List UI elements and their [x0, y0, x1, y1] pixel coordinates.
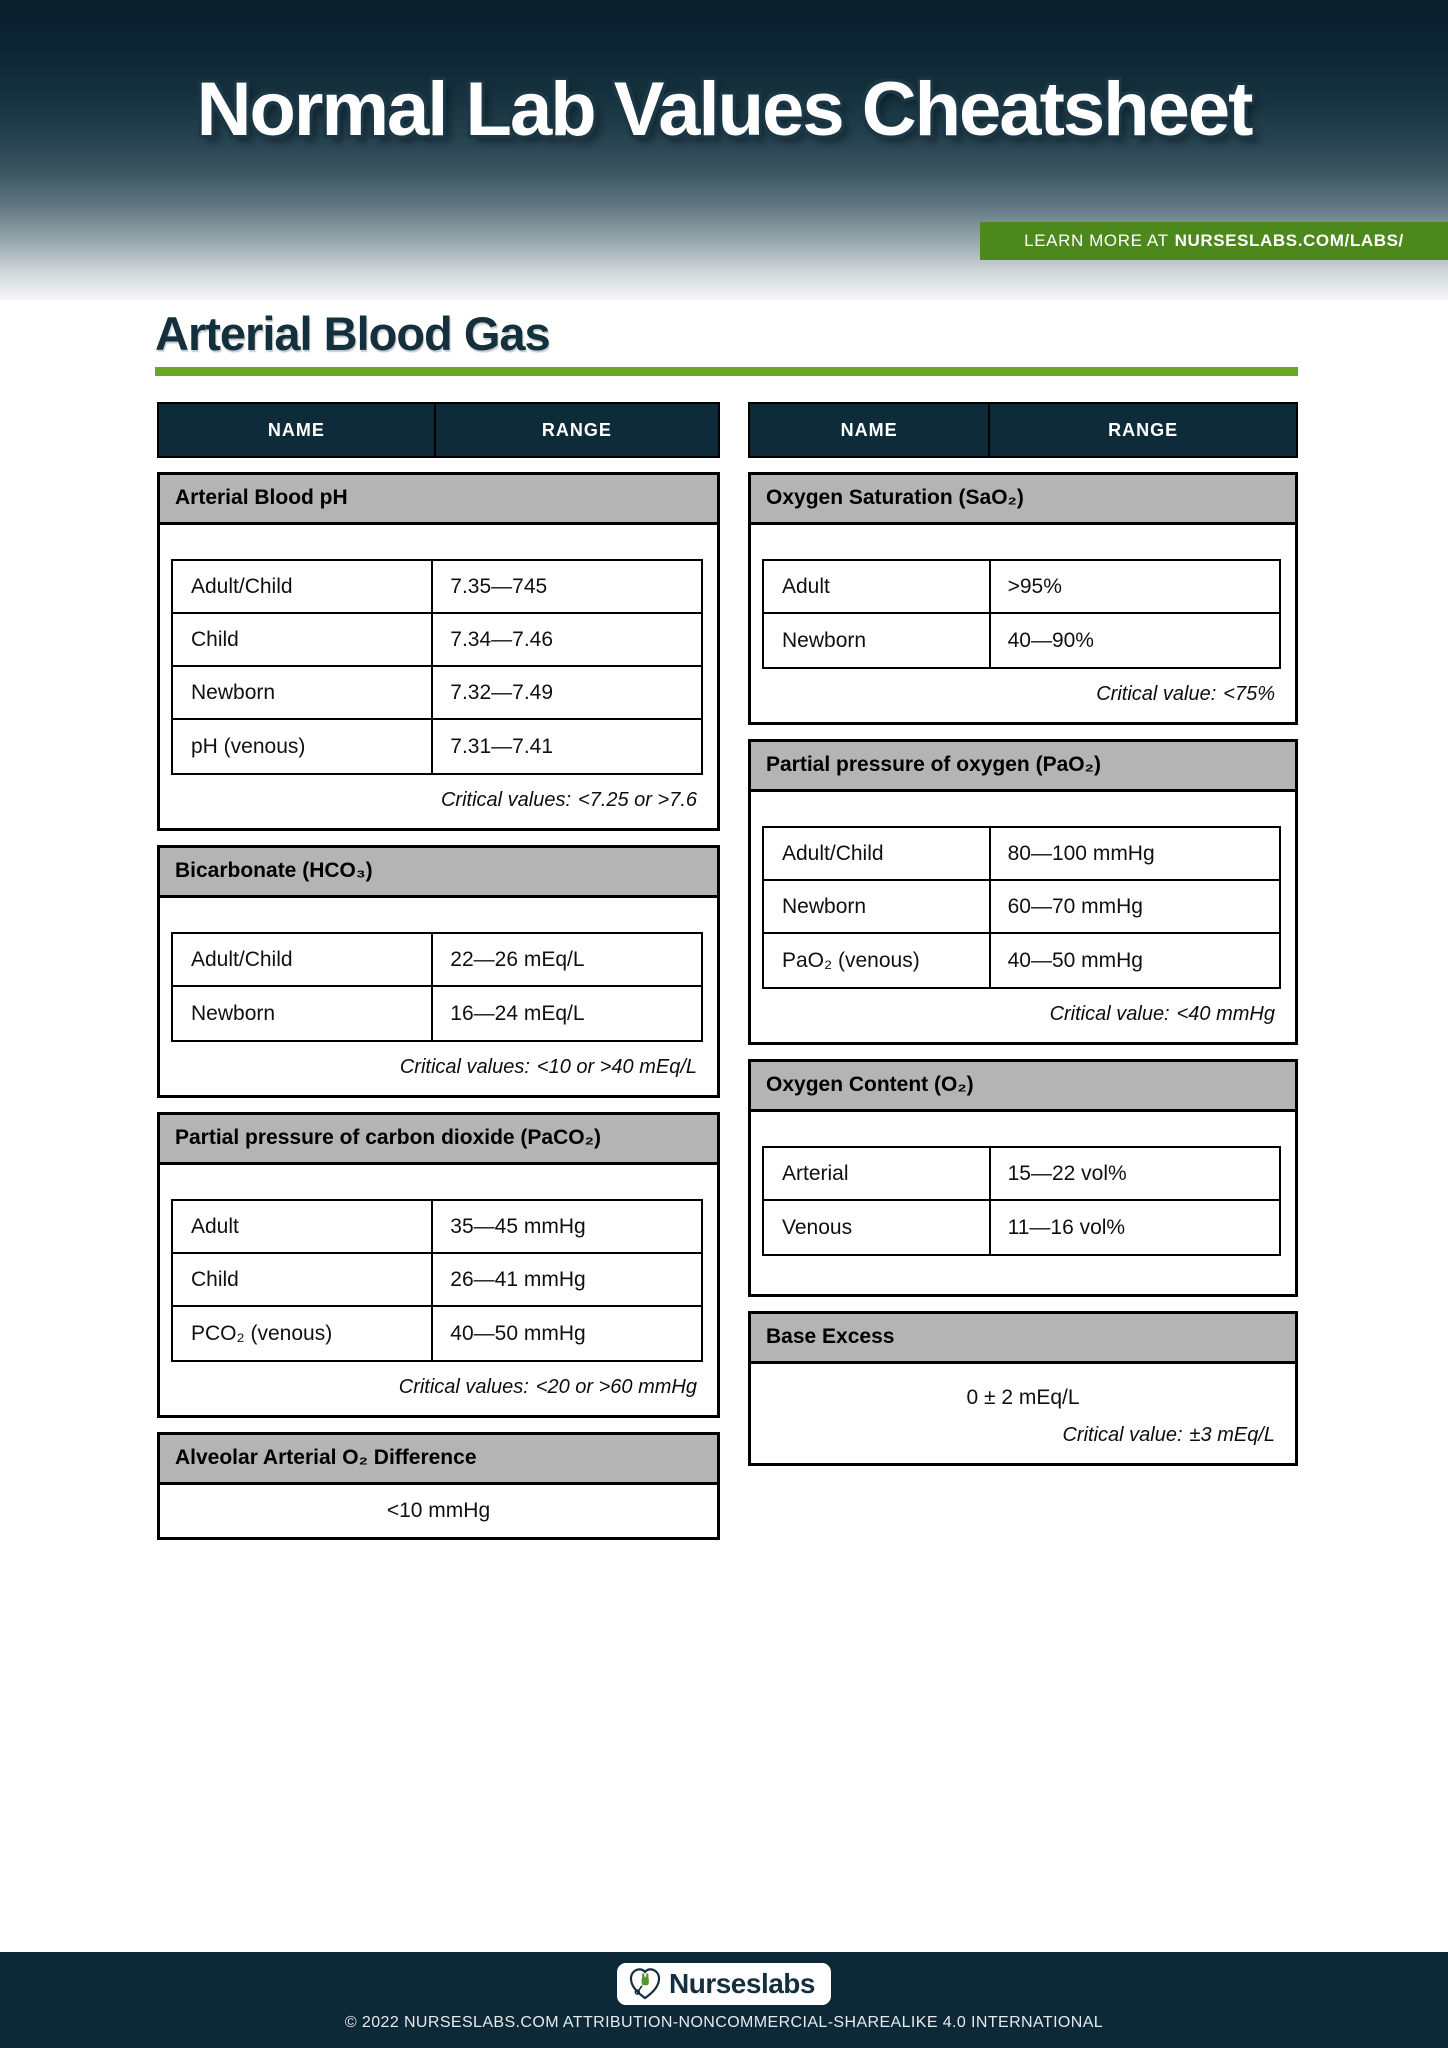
critical-values-line	[762, 669, 1281, 706]
card-base-excess	[748, 1311, 1298, 1466]
row-name: Adult/Child	[764, 828, 991, 879]
learn-more-banner	[980, 222, 1448, 260]
left-header-range: RANGE	[541, 419, 612, 440]
table-row	[173, 1307, 701, 1360]
left-table-header	[157, 402, 720, 458]
card-pao2	[748, 739, 1298, 1045]
table-row	[764, 934, 1279, 987]
row-range: 35—45 mmHg	[450, 1214, 586, 1238]
card-title: Partial pressure of carbon dioxide (PaCO₂)	[160, 1115, 717, 1165]
critical-values-line	[171, 775, 703, 812]
row-name: Newborn	[173, 987, 433, 1040]
heart-stethoscope-icon	[628, 1967, 662, 2001]
nurseslabs-logo	[617, 1963, 831, 2005]
left-column	[157, 402, 720, 1554]
green-underline	[155, 367, 1298, 376]
row-range: 26—41 mmHg	[450, 1267, 586, 1291]
row-range: 60—70 mmHg	[1007, 894, 1143, 918]
row-name: Newborn	[764, 881, 991, 932]
row-name: Child	[173, 614, 433, 665]
card-title: Arterial Blood pH	[160, 475, 717, 525]
critical-values-line	[171, 1362, 703, 1399]
copyright-line: © 2022 NURSESLABS.COM ATTRIBUTION-NONCOMMERCIAL-SHAREALIKE 4.0 INTERNATIONAL	[344, 2014, 1104, 2031]
page-title: Normal Lab Values Cheatsheet	[196, 67, 1252, 152]
logo-wordmark: Nurseslabs	[669, 1968, 815, 1999]
critical-label: Critical values:	[399, 1056, 530, 1078]
table-row	[764, 1201, 1279, 1254]
hero-header	[0, 0, 1448, 300]
table-row	[173, 667, 701, 720]
row-range: 7.35—745	[450, 574, 548, 598]
critical-label: Critical value:	[1096, 683, 1217, 705]
row-name: Child	[173, 1254, 433, 1305]
table-row	[173, 987, 701, 1040]
card-paco2	[157, 1112, 720, 1418]
card-body	[751, 792, 1295, 1042]
table-row	[173, 934, 701, 987]
critical-values-line	[171, 1042, 703, 1079]
card-body	[160, 525, 717, 828]
values-table	[171, 559, 703, 775]
critical-label: Critical values:	[440, 789, 572, 811]
card-body	[160, 898, 717, 1095]
banner-prefix: LEARN MORE AT	[1024, 231, 1169, 250]
section-title: Arterial Blood Gas	[155, 307, 550, 360]
row-name: Arterial	[764, 1148, 991, 1199]
single-value: <10 mmHg	[386, 1499, 491, 1522]
right-header-range: RANGE	[1108, 419, 1179, 440]
right-column	[748, 402, 1298, 1554]
card-title: Partial pressure of oxygen (PaO₂)	[751, 742, 1295, 792]
card-body	[160, 1165, 717, 1415]
card-title: Alveolar Arterial O₂ Difference	[160, 1435, 717, 1485]
table-row	[173, 1254, 701, 1307]
critical-values-line	[762, 989, 1281, 1026]
table-row	[764, 561, 1279, 614]
section-heading-wrap	[155, 306, 1298, 376]
row-name: Newborn	[173, 667, 433, 718]
card-title: Base Excess	[751, 1314, 1295, 1364]
tables-area	[157, 402, 1448, 1554]
card-body	[751, 1364, 1295, 1463]
values-table	[762, 826, 1281, 989]
row-name: pH (venous)	[173, 720, 433, 773]
table-row	[173, 614, 701, 667]
row-name: Adult	[764, 561, 991, 612]
table-row	[173, 720, 701, 773]
left-header-name: NAME	[159, 404, 436, 456]
row-range: 80—100 mmHg	[1007, 841, 1155, 865]
row-range: 16—24 mEq/L	[450, 1001, 585, 1025]
banner-url: NURSESLABS.COM/LABS/	[1174, 231, 1404, 250]
critical-value: <20 or >60 mmHg	[535, 1376, 697, 1398]
table-row	[764, 828, 1279, 881]
critical-value: <75%	[1223, 683, 1275, 705]
card-title: Bicarbonate (HCO₃)	[160, 848, 717, 898]
row-name: PaO₂ (venous)	[764, 934, 991, 987]
values-table	[171, 932, 703, 1042]
card-oxygen-content	[748, 1059, 1298, 1297]
critical-label: Critical value:	[1062, 1424, 1183, 1446]
row-name: Venous	[764, 1201, 991, 1254]
critical-label: Critical value:	[1049, 1003, 1170, 1025]
right-header-name: NAME	[750, 404, 990, 456]
critical-value: <10 or >40 mEq/L	[536, 1056, 697, 1078]
row-range: 7.32—7.49	[450, 680, 554, 704]
critical-value: ±3 mEq/L	[1189, 1424, 1275, 1446]
row-range: 22—26 mEq/L	[450, 947, 585, 971]
row-range: >95%	[1007, 574, 1062, 598]
values-table	[762, 559, 1281, 669]
card-oxygen-saturation	[748, 472, 1298, 725]
row-range: 11—16 vol%	[1007, 1215, 1126, 1239]
table-row	[764, 614, 1279, 667]
base-excess-value: 0 ± 2 mEq/L	[966, 1386, 1080, 1409]
table-row	[764, 881, 1279, 934]
critical-label: Critical values:	[398, 1376, 529, 1398]
table-row	[173, 561, 701, 614]
card-alveolar-arterial-o2	[157, 1432, 720, 1540]
row-range: 40—50 mmHg	[1007, 948, 1143, 972]
values-table	[171, 1199, 703, 1362]
card-arterial-blood-ph	[157, 472, 720, 831]
critical-values-line	[765, 1410, 1281, 1447]
row-name: Newborn	[764, 614, 991, 667]
row-name: Adult/Child	[173, 561, 433, 612]
row-name: PCO₂ (venous)	[173, 1307, 433, 1360]
row-name: Adult/Child	[173, 934, 433, 985]
card-body	[751, 1112, 1295, 1294]
critical-value: <7.25 or >7.6	[578, 789, 697, 811]
right-table-header	[748, 402, 1298, 458]
critical-value: <40 mmHg	[1176, 1003, 1275, 1025]
card-title: Oxygen Saturation (SaO₂)	[751, 475, 1295, 525]
values-table	[762, 1146, 1281, 1256]
card-title: Oxygen Content (O₂)	[751, 1062, 1295, 1112]
table-row	[764, 1148, 1279, 1201]
footer	[0, 1952, 1448, 2048]
row-name: Adult	[173, 1201, 433, 1252]
row-range: 7.31—7.41	[450, 734, 554, 758]
table-row	[173, 1201, 701, 1254]
row-range: 7.34—7.46	[450, 627, 554, 651]
card-body	[751, 525, 1295, 722]
row-range: 40—50 mmHg	[450, 1321, 586, 1345]
card-bicarbonate	[157, 845, 720, 1098]
row-range: 15—22 vol%	[1007, 1161, 1127, 1185]
row-range: 40—90%	[1007, 628, 1094, 652]
